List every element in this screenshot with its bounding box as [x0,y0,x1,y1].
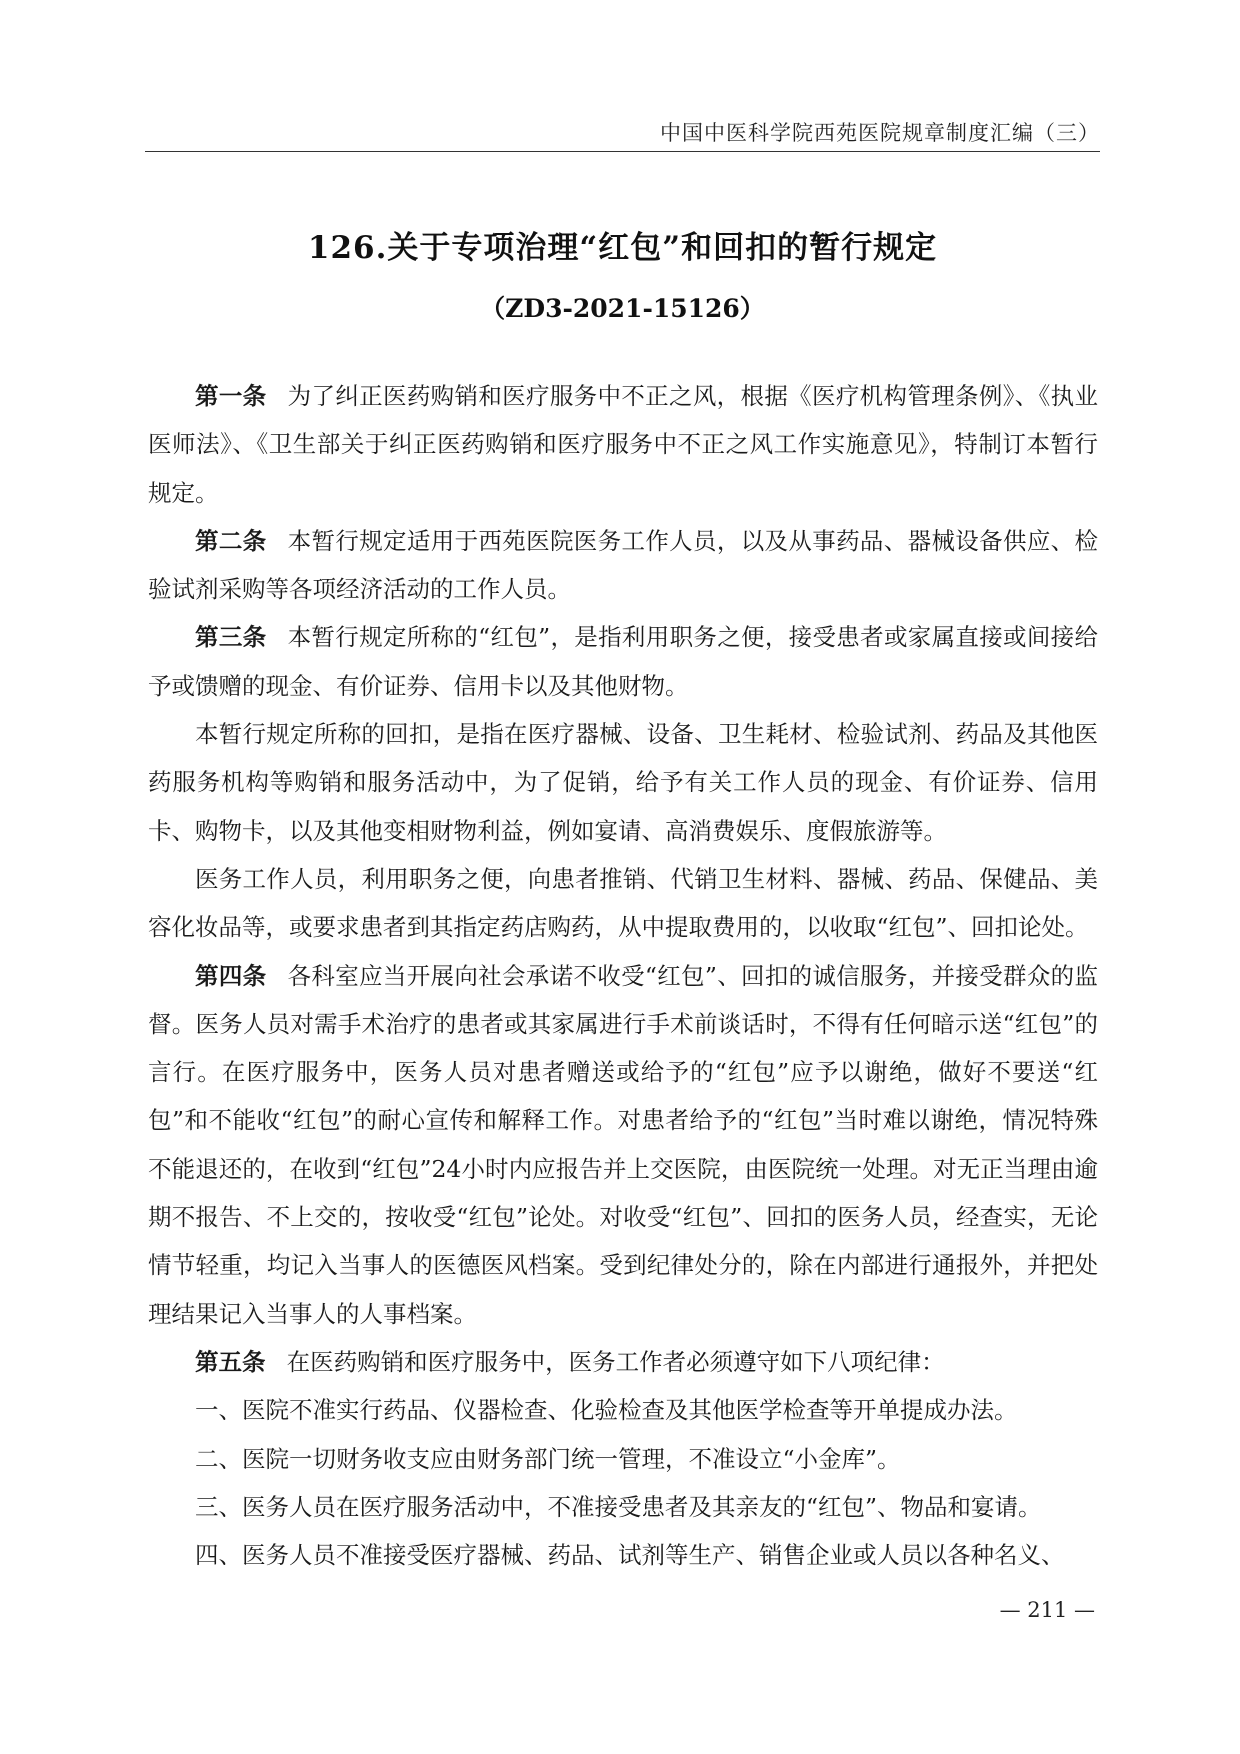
list-item [148,1435,1098,1483]
paragraph-text: 本暂行规定适用于西苑医院医务工作人员，以及从事药品、器械设备供应、检验试剂采购等各项经济活动的工作人员。 [148,526,1099,604]
list-item [148,1531,1098,1579]
paragraph-text: 四、医务人员不准接受医疗器械、药品、试剂等生产、销售企业或人员以各种名义、 [195,1541,1065,1570]
article-number: 第一条 [195,382,267,410]
paragraph-text: 二、医院一切财务收支应由财务部门统一管理，不准设立“小金库”。 [195,1444,901,1473]
paragraph-text: 本暂行规定所称的“红包”，是指利用职务之便，接受患者或家属直接或间接给予或馈赠的现金、有价证券、信用卡以及其他财物。 [148,623,1099,700]
document-body [148,372,1098,1579]
paragraph-text: 医务工作人员，利用职务之便，向患者推销、代销卫生材料、器械、药品、保健品、美容化妆品等，或要求患者到其指定药店购药，从中提取费用的，以收取“红包”、回扣论处。 [148,864,1098,942]
list-item [148,1386,1098,1434]
paragraph-text: 为了纠正医药购销和医疗服务中不正之风，根据《医疗机构管理条例》、《执业医师法》、《卫生部关于纠正医药购销和医疗服务中不正之风工作实施意见》，特制订本暂行规定。 [148,382,1099,507]
header-divider [145,151,1100,152]
article-number: 第三条 [195,623,267,652]
paragraph [148,517,1098,614]
paragraph-text: 本暂行规定所称的回扣，是指在医疗器械、设备、卫生耗材、检验试剂、药品及其他医药服务机构等购销和服务活动中，为了促销，给予有关工作人员的现金、有价证券、信用卡、购物卡，以及其他变相财物利益，例如宴请、高消费娱乐、度假旅游等。 [148,720,1098,845]
paragraph [148,952,1098,1338]
paragraph-text: 一、医院不准实行药品、仪器检查、化验检查及其他医学检查等开单提成办法。 [195,1396,1018,1425]
running-header: 中国中医科学院西苑医院规章制度汇编（三） [660,121,1100,145]
paragraph [148,613,1098,710]
paragraph [148,372,1098,517]
paragraph-text: 在医药购销和医疗服务中，医务工作者必须遵守如下八项纪律： [286,1347,945,1376]
document-title: 126.关于专项治理“红包”和回扣的暂行规定 [307,230,938,266]
list-item [148,1483,1098,1531]
paragraph-text: 三、医务人员在医疗服务活动中，不准接受患者及其亲友的“红包”、物品和宴请。 [195,1492,1042,1521]
page-number: — 211 — [999,1598,1095,1622]
article-number: 第四条 [195,961,267,990]
paragraph [148,710,1098,855]
document-code: （ZD3-2021-15126） [480,294,765,323]
paragraph [148,855,1098,952]
article-number: 第五条 [195,1347,266,1376]
paragraph-text: 各科室应当开展向社会承诺不收受“红包”、回扣的诚信服务，并接受群众的监督。医务人员对需手术治疗的患者或其家属进行手术前谈话时，不得有任何暗示送“红包”的言行。在医疗服务中，医务人员对患者赠送或给予的“红包”应予以谢绝，做好不要送“红包”和不能收“红包”的耐心宣传和解释工作。对患者给予的“红包”当时难以谢绝，情况特殊不能退还的，在收到“红包”24小时内应报告并上交医院，由医院统一处理。对无正当理由逾期不报告、不上交的，按收受“红包”论处。对收受“红包”、回扣的医务人员，经查实，无论情节轻重，均记入当事人的医德医风档案。受到纪律处分的，除在内部进行通报外，并把处理结果记入当事人的人事档案。 [148,961,1099,1328]
paragraph [148,1338,1098,1386]
article-number: 第二条 [195,526,267,555]
